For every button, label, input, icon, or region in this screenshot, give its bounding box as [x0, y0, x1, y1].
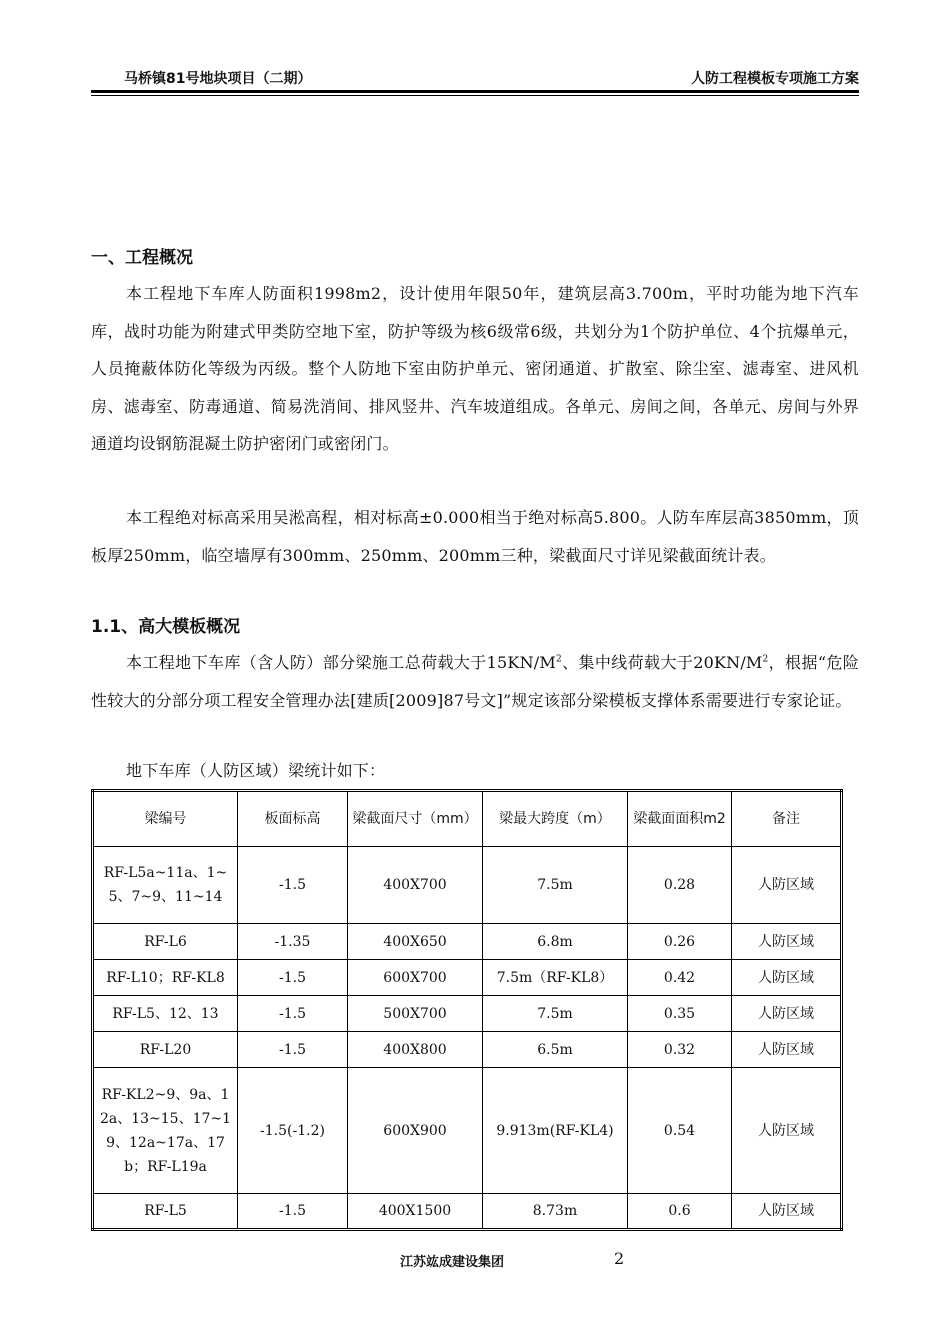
cell-elevation: -1.5(-1.2): [238, 1068, 348, 1194]
table-header-row: [93, 791, 842, 847]
superscript-1: 2: [555, 654, 562, 665]
cell-section: 500X700: [348, 996, 483, 1032]
cell-section: 400X800: [348, 1032, 483, 1068]
table-row: [93, 847, 842, 924]
cell-elevation: -1.5: [238, 847, 348, 924]
col-header-section: 梁截面尺寸（mm）: [348, 791, 483, 847]
cell-remark: 人防区域: [732, 1068, 842, 1194]
cell-span: 7.5m: [483, 996, 628, 1032]
cell-span: 6.8m: [483, 924, 628, 960]
cell-area: 0.42: [628, 960, 732, 996]
load-text-c: ，根据“危险性较大的分部分项工程安全管理办法[建质[2009]87号文]”规定该部分梁模板支撑体系需要进行专家论证。: [91, 653, 860, 710]
cell-beam-id: RF-L20: [93, 1032, 238, 1068]
section-1-title: 一、工程概况: [91, 248, 193, 268]
table-row: [93, 996, 842, 1032]
cell-area: 0.35: [628, 996, 732, 1032]
cell-beam-id: RF-KL2~9、9a、12a、13~15、17~19、12a~17a、17b；RF-L19a: [93, 1068, 238, 1194]
cell-beam-id: RF-L6: [93, 924, 238, 960]
cell-section: 400X1500: [348, 1194, 483, 1230]
header-document-title: 人防工程模板专项施工方案: [691, 71, 859, 87]
section-1-paragraph-2: 本工程绝对标高采用吴淞高程，相对标高±0.000相当于绝对标高5.800。人防车库层高3850mm，顶板厚250mm，临空墙厚有300mm、250mm、200mm三种，梁截面尺寸详见梁截面统计表。: [91, 508, 859, 565]
cell-area: 0.54: [628, 1068, 732, 1194]
col-header-area: 梁截面面积m2: [628, 791, 732, 847]
section-1-1-paragraph-2: 地下车库（人防区域）梁统计如下：: [126, 761, 386, 780]
table-row: [93, 960, 842, 996]
cell-area: 0.26: [628, 924, 732, 960]
header-rule-thin: [91, 95, 859, 96]
cell-span: 7.5m（RF-KL8）: [483, 960, 628, 996]
cell-remark: 人防区域: [732, 960, 842, 996]
superscript-2: 2: [762, 654, 769, 665]
cell-area: 0.6: [628, 1194, 732, 1230]
table-row: [93, 1068, 842, 1194]
cell-section: 400X700: [348, 847, 483, 924]
table-row: [93, 1194, 842, 1230]
section-1-1-paragraph-1: [91, 644, 859, 719]
beam-statistics-table: [91, 789, 843, 1231]
cell-section: 600X900: [348, 1068, 483, 1194]
col-header-elevation: 板面标高: [238, 791, 348, 847]
section-1-1-title: 1.1、高大模板概况: [91, 617, 241, 637]
cell-section: 400X650: [348, 924, 483, 960]
cell-elevation: -1.5: [238, 996, 348, 1032]
cell-remark: 人防区域: [732, 1194, 842, 1230]
col-header-beam-id: 梁编号: [93, 791, 238, 847]
cell-beam-id: RF-L5、12、13: [93, 996, 238, 1032]
cell-beam-id: RF-L5: [93, 1194, 238, 1230]
cell-remark: 人防区域: [732, 996, 842, 1032]
cell-span: 6.5m: [483, 1032, 628, 1068]
cell-remark: 人防区域: [732, 924, 842, 960]
cell-remark: 人防区域: [732, 1032, 842, 1068]
header-rule: [91, 90, 859, 93]
table-row: [93, 1032, 842, 1068]
cell-elevation: -1.5: [238, 960, 348, 996]
col-header-span: 梁最大跨度（m）: [483, 791, 628, 847]
cell-span: 7.5m: [483, 847, 628, 924]
col-header-remark: 备注: [732, 791, 842, 847]
cell-elevation: -1.5: [238, 1032, 348, 1068]
table-row: [93, 924, 842, 960]
cell-elevation: -1.5: [238, 1194, 348, 1230]
cell-span: 9.913m(RF-KL4): [483, 1068, 628, 1194]
cell-area: 0.28: [628, 847, 732, 924]
cell-section: 600X700: [348, 960, 483, 996]
section-1-paragraph-1: 本工程地下车库人防面积1998m2，设计使用年限50年，建筑层高3.700m，平时功能为地下汽车库，战时功能为附建式甲类防空地下室，防护等级为核6级常6级，共划分为1个防护单位、4个抗爆单元，人员掩蔽体防化等级为丙级。整个人防地下室由防护单元、密闭通道、扩散室、除尘室、滤毒室、进风机房、滤毒室、防毒通道、简易洗消间、排风竖井、汽车坡道组成。各单元、房间之间，各单元、房间与外界通道均设钢筋混凝土防护密闭门或密闭门。: [91, 284, 859, 453]
load-text-b: 、集中线荷载大于20KN/M: [561, 653, 763, 672]
cell-elevation: -1.35: [238, 924, 348, 960]
load-text-a: 本工程地下车库（含人防）部分梁施工总荷载大于15KN/M: [126, 653, 556, 672]
cell-beam-id: RF-L5a~11a、1~5、7~9、11~14: [93, 847, 238, 924]
page-number: 2: [614, 1249, 625, 1268]
cell-beam-id: RF-L10；RF-KL8: [93, 960, 238, 996]
cell-span: 8.73m: [483, 1194, 628, 1230]
cell-area: 0.32: [628, 1032, 732, 1068]
footer-company: 江苏竑成建设集团: [400, 1255, 505, 1270]
cell-remark: 人防区域: [732, 847, 842, 924]
header-project-name: 马桥镇81号地块项目（二期）: [124, 71, 312, 87]
